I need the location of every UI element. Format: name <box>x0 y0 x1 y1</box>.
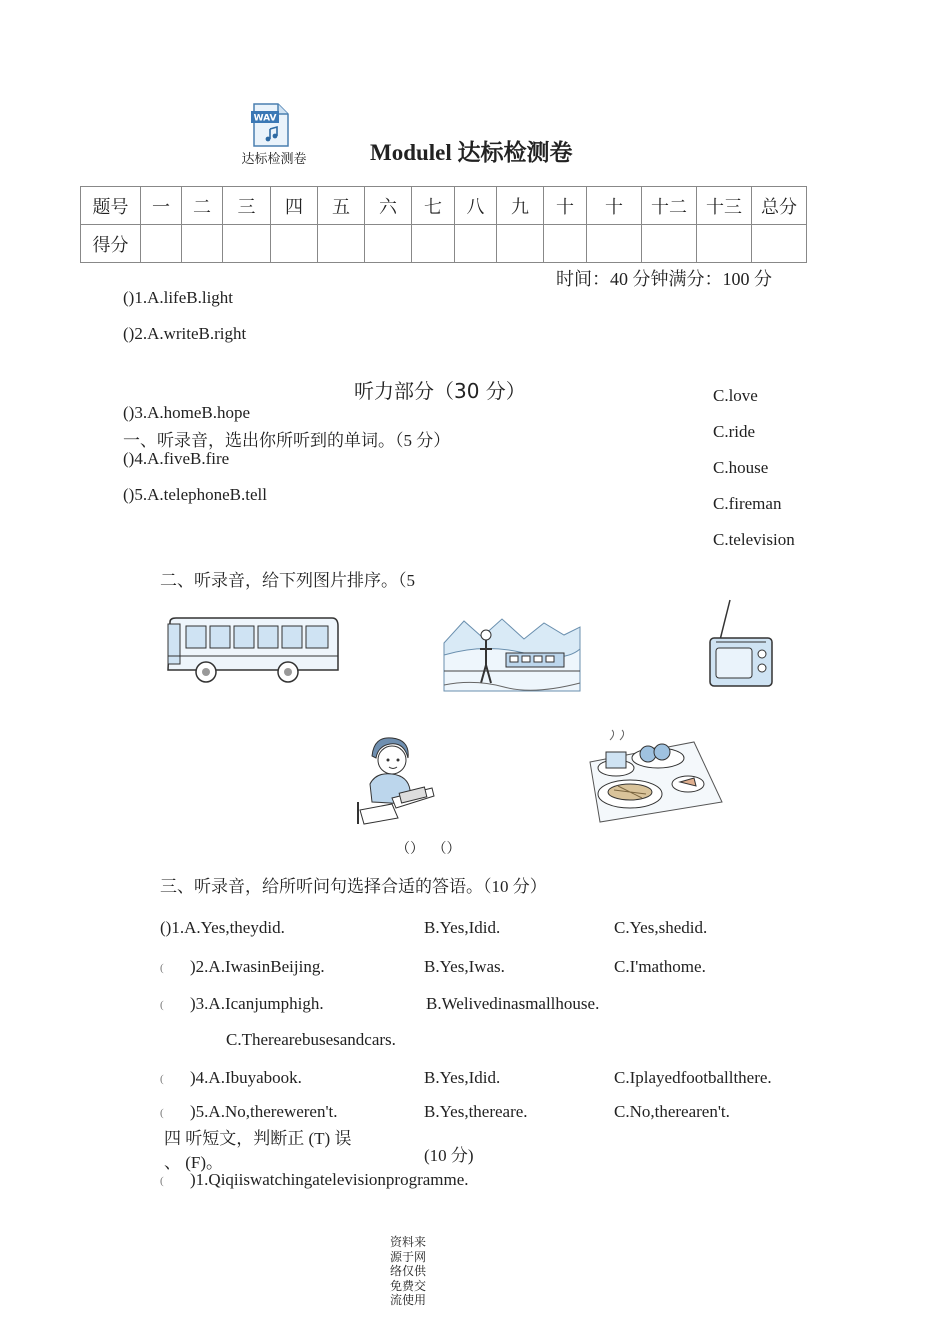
s3-item-1-b: B.Yes,Idid. <box>424 918 501 937</box>
footer-line: 源于网 <box>390 1249 427 1264</box>
answer-paren-icon[interactable]: ( <box>160 1175 164 1187</box>
s3-item-2-c: C.I'mathome. <box>614 957 706 976</box>
s3-item-2-a: )2.A.IwasinBeijing. <box>190 957 325 976</box>
train-landscape-picture <box>444 613 580 691</box>
score-cell[interactable] <box>182 225 223 263</box>
s3-item-2-b: B.Yes,Iwas. <box>424 957 505 976</box>
score-cell[interactable] <box>697 225 752 263</box>
s4-item-1: )1.Qiqiiswatchingatelevisionprogramme. <box>190 1170 469 1189</box>
s1-option-c-4: C.fireman <box>713 494 782 513</box>
s1-option-c-5: C.television <box>713 530 795 549</box>
s3-item-5-a: )5.A.No,thereweren't. <box>190 1102 338 1121</box>
s3-item-5-c: C.No,therearen't. <box>614 1102 730 1121</box>
footer-line: 资料来 <box>390 1235 427 1249</box>
s3-item-1-c: C.Yes,shedid. <box>614 918 708 937</box>
score-cell[interactable] <box>412 225 455 263</box>
s4-heading-line1: 四 听短文，判断正 (T) 误 <box>164 1129 352 1148</box>
s3-item-4-b: B.Yes,Idid. <box>424 1068 501 1087</box>
footer-line: 络仅供 <box>390 1264 427 1278</box>
footer-note <box>390 1235 426 1308</box>
score-col: 八 <box>455 187 497 225</box>
exam-info: 时间：40 分钟满分：100 分 <box>556 269 772 289</box>
s3-item-4-c: C.Iplayedfootballthere. <box>614 1068 772 1087</box>
score-cell[interactable] <box>544 225 587 263</box>
score-col: 十三 <box>697 187 752 225</box>
bus-picture <box>160 616 342 688</box>
file-name-label: 达标检测卷 <box>241 152 307 167</box>
score-col: 十 <box>587 187 642 225</box>
score-cell[interactable] <box>318 225 365 263</box>
s4-score: (10 分) <box>424 1146 474 1165</box>
score-col: 五 <box>318 187 365 225</box>
score-table <box>80 186 807 263</box>
radio-picture <box>706 598 776 688</box>
s1-item-5: ()5.A.telephoneB.tell <box>123 485 267 504</box>
score-col: 二 <box>182 187 223 225</box>
score-cell[interactable] <box>752 225 807 263</box>
score-col: 十二 <box>642 187 697 225</box>
s3-item-3-a: )3.A.Icanjumphigh. <box>190 994 324 1013</box>
score-col: 七 <box>412 187 455 225</box>
s1-item-4: ()4.A.fiveB.fire <box>123 449 230 468</box>
s3-item-3-c: C.Therearebusesandcars. <box>226 1030 396 1049</box>
score-row-label: 得分 <box>81 225 141 263</box>
answer-paren-icon[interactable]: ( <box>160 999 164 1011</box>
s3-item-3-b: B.Welivedinasmallhouse. <box>426 994 600 1013</box>
score-cell[interactable] <box>587 225 642 263</box>
s3-item-5-b: B.Yes,thereare. <box>424 1102 528 1121</box>
s1-option-c-2: C.ride <box>713 422 756 441</box>
score-cell[interactable] <box>497 225 544 263</box>
score-cell[interactable] <box>365 225 412 263</box>
score-table-score-row <box>81 225 807 263</box>
s1-item-3: ()3.A.homeB.hope <box>123 403 251 422</box>
answer-paren-icon[interactable]: ( <box>160 1073 164 1085</box>
s4-heading-line2: 、 (F)。 <box>164 1153 224 1172</box>
score-col: 三 <box>223 187 271 225</box>
s2-heading: 二、听录音，给下列图片排序。（5 <box>160 571 415 590</box>
score-col: 六 <box>365 187 412 225</box>
footer-line: 流使用 <box>390 1293 427 1307</box>
wav-file-icon[interactable] <box>250 103 290 147</box>
score-cell[interactable] <box>271 225 318 263</box>
score-col: 总分 <box>752 187 807 225</box>
boy-typing-picture <box>352 732 436 824</box>
listening-title: 听力部分（30 分） <box>354 379 526 403</box>
s3-item-4-a: )4.A.Ibuyabook. <box>190 1068 302 1087</box>
score-col: 四 <box>271 187 318 225</box>
s3-item-1-a: ()1.A.Yes,theydid. <box>160 918 285 937</box>
s1-heading: 一、听录音，选出你所听到的单词。（5 分） <box>123 431 451 450</box>
score-cell[interactable] <box>455 225 497 263</box>
score-cell[interactable] <box>223 225 271 263</box>
wav-label: WAV <box>253 113 277 124</box>
score-cell[interactable] <box>642 225 697 263</box>
footer-line: 免费交 <box>390 1278 427 1293</box>
s3-heading: 三、听录音，给所听问句选择合适的答语。（10 分） <box>160 877 547 896</box>
score-header-label: 题号 <box>81 187 141 225</box>
picture-order-brackets: （） （） <box>396 841 461 857</box>
score-col: 九 <box>497 187 544 225</box>
s1-option-c-1: C.love <box>713 386 758 405</box>
s1-item-2: ()2.A.writeB.right <box>123 324 247 343</box>
s1-option-c-3: C.house <box>713 458 769 477</box>
food-picture <box>590 732 722 822</box>
answer-paren-icon[interactable]: ( <box>160 1107 164 1119</box>
answer-paren-icon[interactable]: ( <box>160 962 164 974</box>
score-table-header-row <box>81 187 807 225</box>
score-col: 十 <box>544 187 587 225</box>
score-cell[interactable] <box>141 225 182 263</box>
s1-item-1: ()1.A.lifeB.light <box>123 288 234 307</box>
score-col: 一 <box>141 187 182 225</box>
page-title: Modulel 达标检测卷 <box>370 140 573 165</box>
